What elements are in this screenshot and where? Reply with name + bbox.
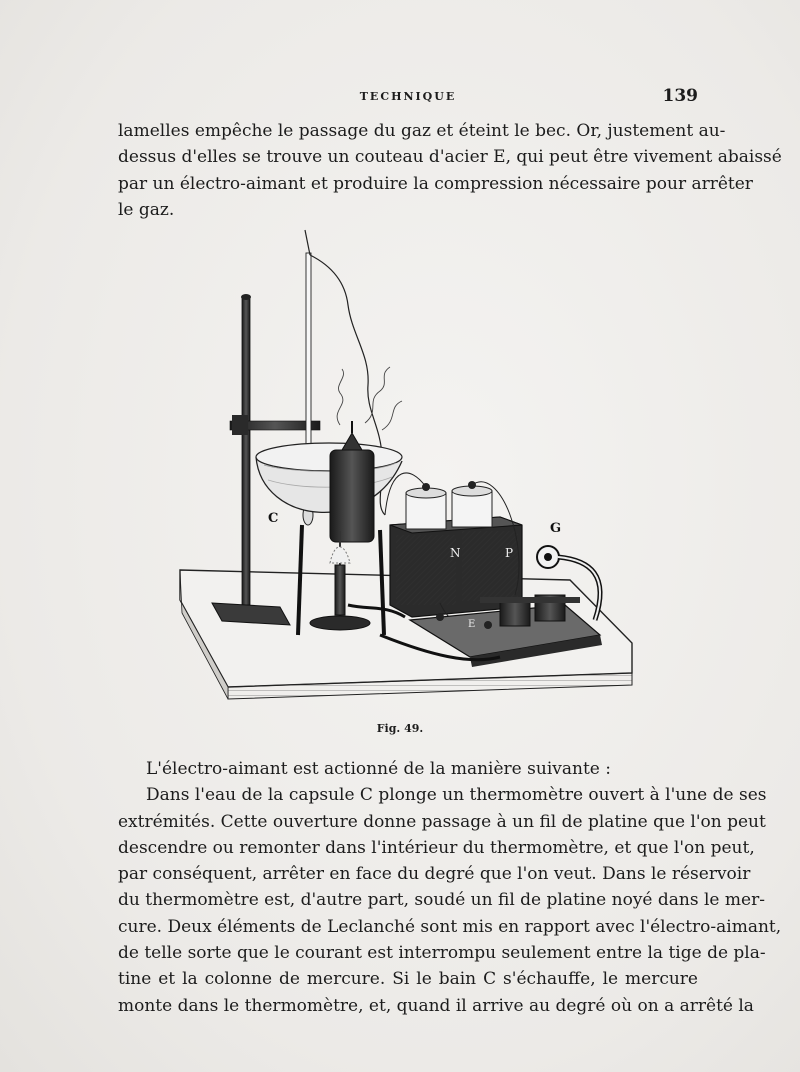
running-head	[118, 86, 698, 108]
figure-caption: Fig. 49.	[376, 722, 424, 735]
label-e: E	[468, 619, 476, 630]
apparatus-engraving	[170, 225, 640, 705]
page-number: 139	[662, 86, 698, 106]
text-line: de telle sorte que le courant est interrompu seulement entre la tige de pla-	[118, 943, 766, 964]
text-line: cure. Deux éléments de Leclanché sont mis en rapport avec l'électro-aimant,	[118, 916, 782, 937]
text-line: dessus d'elles se trouve un couteau d'acier E, qui peut être vivement abaissé	[118, 147, 782, 168]
label-c: C	[268, 511, 279, 526]
bottom-paragraph	[118, 756, 782, 1019]
top-paragraph	[118, 118, 782, 223]
text-line: extrémités. Cette ouverture donne passage à un fil de platine que l'on peut	[118, 811, 766, 832]
text-line: Dans l'eau de la capsule C plonge un thermomètre ouvert à l'une de ses	[146, 785, 767, 806]
text-line: lamelles empêche le passage du gaz et éteint le bec. Or, justement au-	[118, 121, 726, 141]
label-n: N	[450, 546, 461, 560]
running-title: TECHNIQUE	[359, 90, 457, 103]
label-g: G	[550, 521, 562, 536]
text-line: L'électro-aimant est actionné de la manière suivante :	[146, 759, 611, 779]
text-line: descendre ou remonter dans l'intérieur du thermomètre, et que l'on peut,	[118, 837, 755, 858]
text-line: par conséquent, arrêter en face du degré que l'on veut. Dans le réservoir	[118, 864, 751, 885]
label-p: P	[505, 546, 514, 560]
figure-49-illustration	[170, 225, 640, 705]
text-line: monte dans le thermomètre, et, quand il arrive au degré où on a arrêté la	[118, 995, 754, 1016]
text-line: du thermomètre est, d'autre part, soudé un fil de platine noyé dans le mer-	[118, 890, 765, 911]
text-line: tine et la colonne de mercure. Si le bain C s'échauffe, le mercure	[118, 969, 698, 990]
text-line: le gaz.	[118, 199, 175, 220]
text-line: par un électro-aimant et produire la compression nécessaire pour arrêter	[118, 173, 753, 194]
